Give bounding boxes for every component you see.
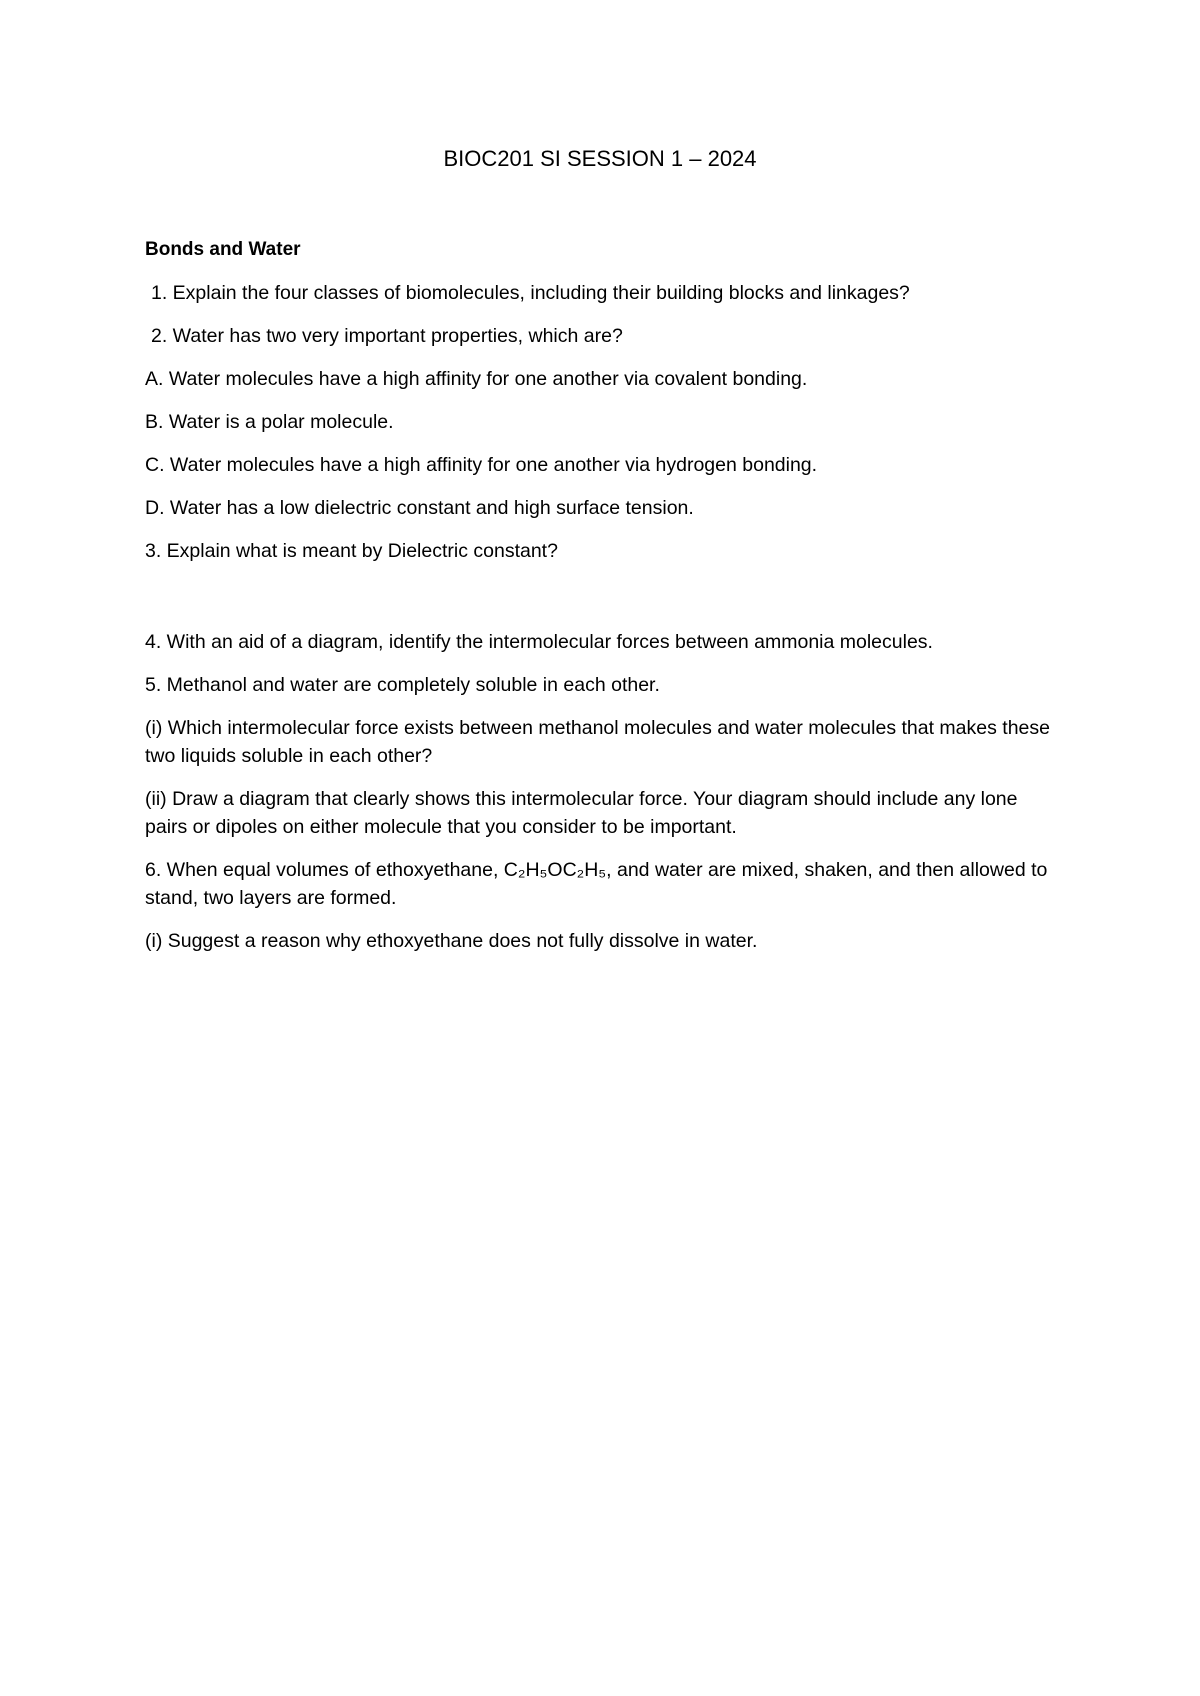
question-2-option-d: D. Water has a low dielectric constant and high surface tension. [145, 497, 694, 519]
document-body [145, 236, 1065, 970]
question-2-option-c: C. Water molecules have a high affinity for one another via hydrogen bonding. [145, 454, 818, 476]
question-5-part-i: (i) Which intermolecular force exists between methanol molecules and water molecules that makes these two liquids soluble in each other? [145, 717, 1050, 767]
question-5-part-ii: (ii) Draw a diagram that clearly shows this intermolecular force. Your diagram should include any lone pairs or dipoles on either molecule that you consider to be important. [145, 788, 1018, 838]
section-heading: Bonds and Water [145, 239, 301, 260]
question-4: 4. With an aid of a diagram, identify the intermolecular forces between ammonia molecules. [145, 631, 933, 653]
question-1: 1. Explain the four classes of biomolecules, including their building blocks and linkages? [151, 282, 910, 304]
question-6: 6. When equal volumes of ethoxyethane, C₂H₅OC₂H₅, and water are mixed, shaken, and then allowed to stand, two layers are formed. [145, 859, 1048, 909]
question-3: 3. Explain what is meant by Dielectric constant? [145, 540, 558, 562]
question-2-option-b: B. Water is a polar molecule. [145, 411, 394, 433]
question-2-option-a: A. Water molecules have a high affinity for one another via covalent bonding. [145, 368, 808, 390]
question-2: 2. Water has two very important properties, which are? [151, 325, 623, 347]
document-title: BIOC201 SI SESSION 1 – 2024 [443, 146, 757, 171]
question-5: 5. Methanol and water are completely soluble in each other. [145, 674, 660, 696]
blank-gap [145, 580, 1065, 628]
question-6-part-i: (i) Suggest a reason why ethoxyethane does not fully dissolve in water. [145, 930, 758, 952]
